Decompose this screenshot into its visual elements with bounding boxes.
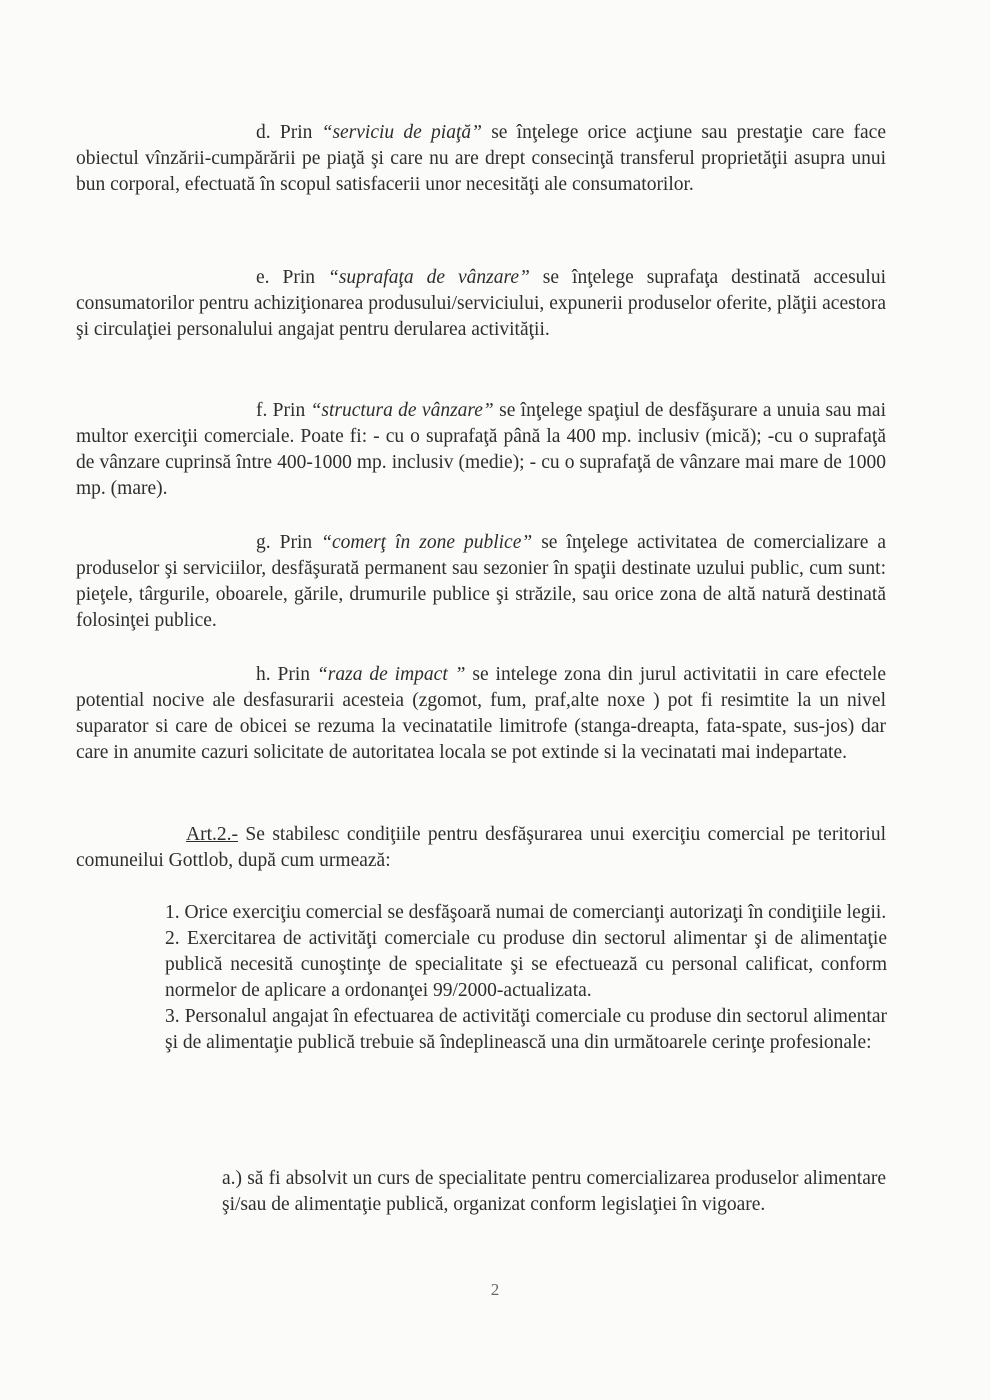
page-number: 2	[490, 1280, 500, 1299]
definition-prefix: g. Prin	[256, 532, 322, 553]
definition-text: se intelege zona din jurul activitatii in care efectele potential nocive ale desfasurarii acesteia (zgomot, fum, praf,alte noxe ) pot fi resimtite la un nivel suparator si care de obicei se rezuma la vecinatatile limitrofe (stanga-dreapta, fata-spate, sus-jos) dar care in anumite cazuri solicitate de autoritatea locala se pot extinde si la vecinatati mai indepartate.	[76, 664, 886, 763]
definition-text: se înţelege orice acţiune sau prestaţie care face obiectul vînzării-cumpărării pe piaţă şi care nu are drept consecinţă transferul proprietăţii asupra unui bun corporal, efectuată în scopul satisfacerii unor necesităţi ale consumatorilor.	[76, 122, 886, 195]
definition-prefix: h. Prin	[256, 664, 317, 685]
definition-term: “comerţ în zone publice”	[321, 532, 533, 553]
definition-prefix: d. Prin	[256, 122, 322, 143]
article-title: Art.2.-	[186, 824, 238, 845]
definition-text: se înţelege spaţiul de desfăşurare a unuia sau mai multor exerciţii comerciale. Poate fi: - cu o suprafaţă până la 400 mp. inclusiv (mică); -cu o suprafaţă de vânzare cuprinsă între 400-1000 mp. inclusiv (medie); - cu o suprafaţă de vânzare mai mare de 1000 mp. (mare).	[76, 400, 887, 499]
definition-prefix: e. Prin	[256, 267, 328, 288]
definition-d	[76, 120, 886, 198]
article-text: Se stabilesc condiţiile pentru desfăşurarea unui exerciţiu comercial pe teritoriul comuneilui Gottlob, după cum urmează:	[76, 824, 886, 871]
definition-prefix: f. Prin	[256, 400, 311, 421]
definition-text: se înţelege activitatea de comercializare a produselor şi serviciilor, desfăşurată permanent sau sezonier în spaţii destinate uzului public, cum sunt: pieţele, târgurile, oboarele, gările, drumurile publice şi străzile, sau orice zona de altă natură destinată folosinţei publice.	[76, 532, 886, 631]
definition-term: “serviciu de piaţă”	[321, 122, 482, 143]
definition-f	[76, 398, 886, 502]
definition-h	[76, 662, 886, 766]
definition-term: “suprafaţa de vânzare”	[328, 267, 530, 288]
definition-text: se înţelege suprafaţa destinată accesului consumatorilor pentru achiziţionarea produsului/serviciului, expunerii produselor oferite, plăţii acestora şi circulaţiei personalului angajat pentru derularea activităţii.	[76, 267, 886, 340]
list-item: 3. Personalul angajat în efectuarea de activităţi comerciale cu produse din sectorul alimentar şi de alimentaţie publică trebuie să îndeplinească una din următoarele cerinţe profesionale:	[165, 1006, 887, 1053]
list-item: 2. Exercitarea de activităţi comerciale cu produse din sectorul alimentar şi de alimentaţie publică necesită cunoştinţe de specialitate şi se efectuează cu personal calificat, conform normelor de aplicare a ordonanţei 99/2000-actualizata.	[165, 928, 887, 1001]
article-2	[76, 822, 886, 874]
definition-g	[76, 530, 886, 634]
conditions-list	[165, 900, 887, 1056]
definition-term: “structura de vânzare”	[310, 400, 494, 421]
definition-e	[76, 265, 886, 343]
definition-term: “raza de impact ”	[316, 664, 466, 685]
sub-item-a: a.) să fi absolvit un curs de specialitate pentru comercializarea produselor alimentare şi/sau de alimentaţie publică, organizat conform legislaţiei în vigoare.	[222, 1168, 886, 1215]
list-item: 1. Orice exerciţiu comercial se desfăşoară numai de comercianţi autorizaţi în condiţiile legii.	[165, 902, 887, 923]
